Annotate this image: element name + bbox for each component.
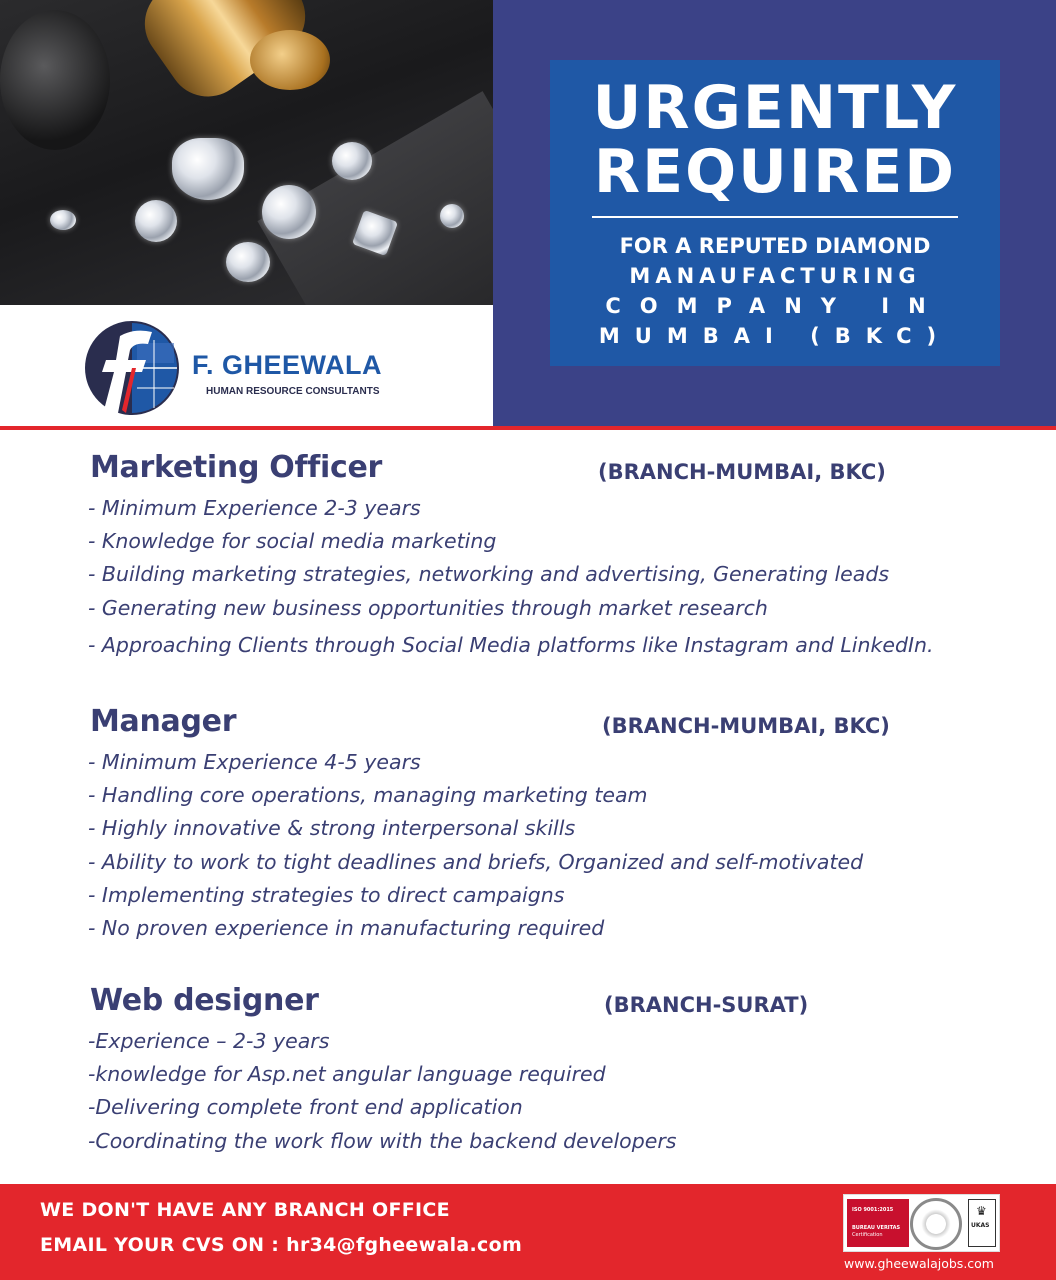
list-item: - Building marketing strategies, networking and advertising, Generating leads (88, 562, 890, 587)
photo-lens (0, 10, 110, 150)
diamond-small (332, 142, 372, 180)
job-requirements-manager (88, 746, 863, 945)
list-item: - Handling core operations, managing marketing team (88, 783, 648, 808)
headline-required: REQUIRED (593, 137, 957, 207)
diamond-small (440, 204, 464, 228)
cert-iso-label: ISO 9001:2015 (852, 1207, 894, 1213)
job-requirements-marketing-officer (88, 492, 934, 662)
diamond-medium (135, 200, 177, 242)
headline-urgently: URGENTLY (592, 73, 958, 143)
cert-type-label: Certification (852, 1232, 883, 1238)
list-item: - Knowledge for social media marketing (88, 529, 497, 554)
diamond-small (50, 210, 76, 230)
sub-line-1: FOR A REPUTED DIAMOND (619, 234, 931, 258)
footer-notice: WE DON'T HAVE ANY BRANCH OFFICE (40, 1199, 450, 1221)
list-item: - Generating new business opportunities through market research (88, 595, 768, 620)
list-item: - Implementing strategies to direct campaigns (88, 882, 565, 907)
headline-sub-3 (592, 296, 958, 317)
job-title-marketing-officer: Marketing Officer (90, 450, 382, 485)
job-title-manager: Manager (90, 704, 237, 739)
headline-divider (592, 216, 958, 218)
website-link[interactable]: www.gheewalajobs.com (844, 1256, 994, 1271)
gheewala-logo-icon (82, 318, 182, 418)
headline-sub-1 (592, 236, 958, 257)
sub-line-3: COMPANY IN (605, 294, 945, 318)
list-item: - Highly innovative & strong interpersonal skills (88, 816, 576, 841)
list-item: - No proven experience in manufacturing required (88, 915, 605, 940)
diamond-large (172, 138, 244, 200)
cert-bureau-veritas (847, 1199, 909, 1247)
footer-email[interactable]: EMAIL YOUR CVS ON : hr34@fgheewala.com (40, 1234, 523, 1256)
gold-cap (250, 30, 330, 90)
job-branch-marketing-officer: (BRANCH-MUMBAI, BKC) (598, 460, 886, 484)
logo-tagline: HUMAN RESOURCE CONSULTANTS (206, 386, 380, 397)
job-branch-manager: (BRANCH-MUMBAI, BKC) (602, 714, 890, 738)
diamond-small (226, 242, 270, 282)
headline-box (550, 60, 1000, 366)
sub-line-4: MUMBAI (BKC) (598, 324, 952, 348)
job-requirements-web-designer (88, 1025, 676, 1158)
logo-name: F. GHEEWALA (192, 350, 383, 380)
list-item: -Coordinating the work flow with the backend developers (88, 1128, 677, 1153)
list-item: -knowledge for Asp.net angular language required (88, 1062, 606, 1087)
bureau-veritas-seal-icon (910, 1198, 962, 1250)
list-item: -Experience – 2-3 years (88, 1029, 330, 1053)
cert-name-label: BUREAU VERITAS (852, 1225, 901, 1231)
cert-ukas-label: UKAS (971, 1222, 990, 1229)
diamonds-photo (0, 0, 493, 305)
headline-sub-2 (592, 266, 958, 287)
list-item: - Ability to work to tight deadlines and briefs, Organized and self-motivated (88, 849, 864, 874)
headline-sub-4 (592, 326, 958, 347)
list-item: - Approaching Clients through Social Media platforms like Instagram and LinkedIn. (88, 632, 934, 657)
sub-line-2: MANAUFACTURING (629, 264, 921, 288)
job-branch-web-designer: (BRANCH-SURAT) (604, 993, 809, 1017)
list-item: - Minimum Experience 4-5 years (88, 750, 421, 774)
list-item: - Minimum Experience 2-3 years (88, 496, 421, 520)
ukas-icon: ♛ UKAS (968, 1199, 996, 1247)
job-title-web-designer: Web designer (90, 983, 319, 1018)
header-divider (0, 426, 1056, 430)
diamond-medium (262, 185, 316, 239)
list-item: -Delivering complete front end application (88, 1095, 523, 1120)
certification-badge (843, 1194, 1000, 1252)
